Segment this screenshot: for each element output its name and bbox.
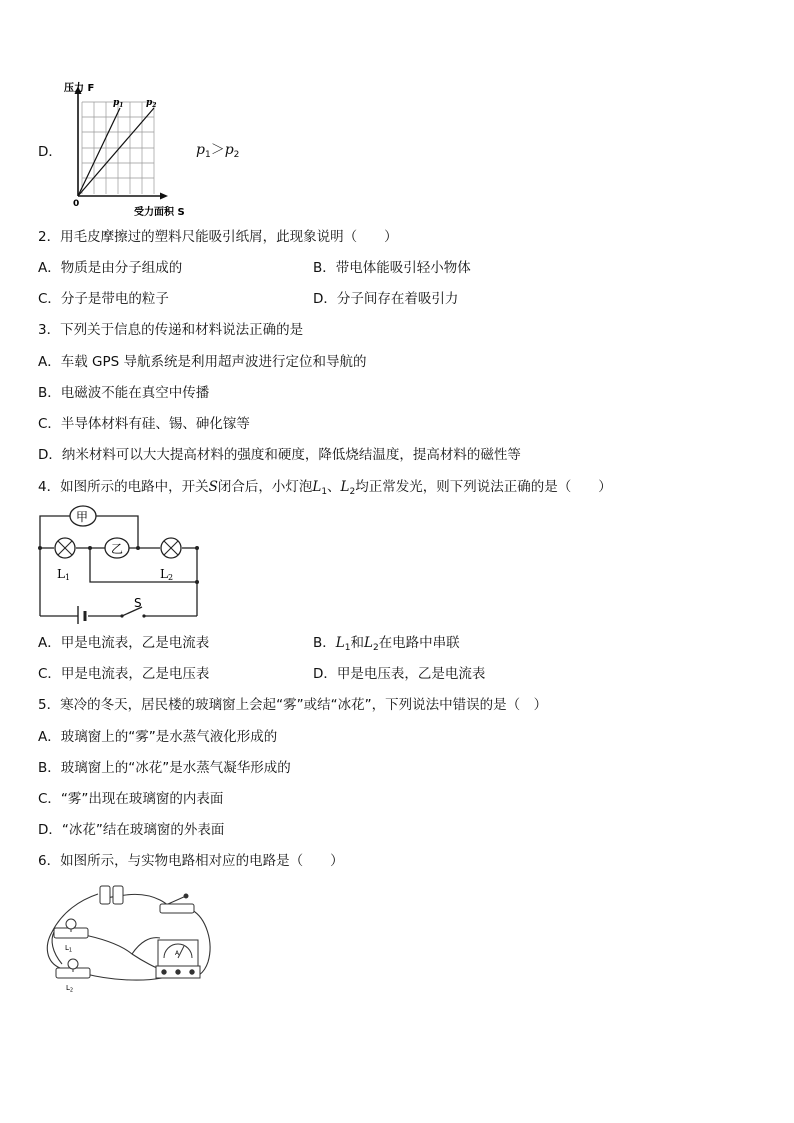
lamp-l1-label: L (57, 567, 65, 581)
lamp-l2 (161, 538, 181, 558)
q2-option-d[interactable]: D．分子间存在着吸引力 (313, 291, 459, 307)
q1-option-d-label: D． (38, 144, 62, 160)
q5-stem: 5．寒冷的冬天，居民楼的玻璃窗上会起“雾”或结“冰花”，下列说法中错误的是（ ） (38, 697, 548, 713)
q5-option-d[interactable]: D．“冰花”结在玻璃窗的外表面 (38, 822, 225, 838)
q3-option-c[interactable]: C．半导体材料有硅、锡、砷化镓等 (38, 416, 250, 432)
q6-stem: 6．如图所示，与实物电路相对应的电路是（ ） (38, 853, 344, 869)
lamp-l2-label: L (160, 567, 168, 581)
svg-text:L1: $L_1$ (65, 944, 73, 954)
origin-label: 0 (73, 199, 80, 209)
q4-option-d[interactable]: D．甲是电压表，乙是电流表 (313, 666, 486, 682)
figure-l1-label: L (65, 944, 69, 952)
switch-label: S (134, 596, 142, 610)
q6-physical-circuit-figure (40, 882, 220, 994)
svg-text:p2 (146, 98, 156, 109)
q5-option-a[interactable]: A．玻璃窗上的“雾”是水蒸气液化形成的 (38, 729, 278, 745)
q2-stem: 2．用毛皮摩擦过的塑料尺能吸引纸屑，此现象说明（ ） (38, 229, 398, 245)
line-p1 (78, 108, 120, 196)
q4-circuit-diagram (32, 500, 204, 624)
lamp-l1-holder (54, 919, 88, 938)
lamp-l1 (55, 538, 75, 558)
figure-l2-label: L (66, 984, 70, 992)
p1-sub: 1 (119, 102, 124, 109)
q3-stem: 3．下列关于信息的传递和材料说法正确的是 (38, 322, 304, 338)
x-axis-label: 受力面积 S (134, 207, 185, 218)
pressure-relation: $p_1>p_2$ (196, 142, 240, 160)
q4-option-c[interactable]: C．甲是电流表，乙是电压表 (38, 666, 210, 682)
q4-stem: 4．如图所示的电路中，开关S闭合后，小灯泡$L_1$、$L_2$均正常发光，则下列说法正确的是（ ） (38, 479, 612, 497)
battery-cells (100, 886, 123, 904)
lamp-l2-holder (56, 959, 90, 978)
q2-option-b[interactable]: B．带电体能吸引轻小物体 (313, 260, 471, 276)
y-axis-label: 压力 F (64, 83, 95, 94)
meter-jia-label: 甲 (76, 510, 89, 524)
line-p2 (78, 108, 154, 196)
switch (160, 894, 194, 913)
q5-option-c[interactable]: C．“雾”出现在玻璃窗的内表面 (38, 791, 224, 807)
q3-option-b[interactable]: B．电磁波不能在真空中传播 (38, 385, 210, 401)
p2-label: p (146, 98, 153, 108)
q2-option-c[interactable]: C．分子是带电的粒子 (38, 291, 169, 307)
svg-text:L1: L1 (57, 567, 71, 582)
meter-yi-label: 乙 (111, 542, 124, 556)
p1-label: p (113, 98, 120, 108)
pressure-area-graph (58, 78, 208, 220)
ammeter-label: A (175, 950, 180, 957)
q3-option-d[interactable]: D．纳米材料可以大大提高材料的强度和硬度，降低烧结温度，提高材料的磁性等 (38, 447, 521, 463)
q4-option-b[interactable]: B．$L_1$和$L_2$在电路中串联 (313, 635, 460, 653)
svg-text:L2: $L_2$ (66, 984, 74, 994)
q4-option-a[interactable]: A．甲是电流表，乙是电流表 (38, 635, 210, 651)
svg-text:p1 (113, 98, 123, 109)
p2-sub: 2 (152, 102, 157, 109)
ammeter (156, 940, 200, 978)
q5-option-b[interactable]: B．玻璃窗上的“冰花”是水蒸气凝华形成的 (38, 760, 291, 776)
svg-text:L2: L2 (160, 567, 174, 582)
q3-option-a[interactable]: A．车载 GPS 导航系统是利用超声波进行定位和导航的 (38, 354, 367, 370)
q2-option-a[interactable]: A．物质是由分子组成的 (38, 260, 183, 276)
